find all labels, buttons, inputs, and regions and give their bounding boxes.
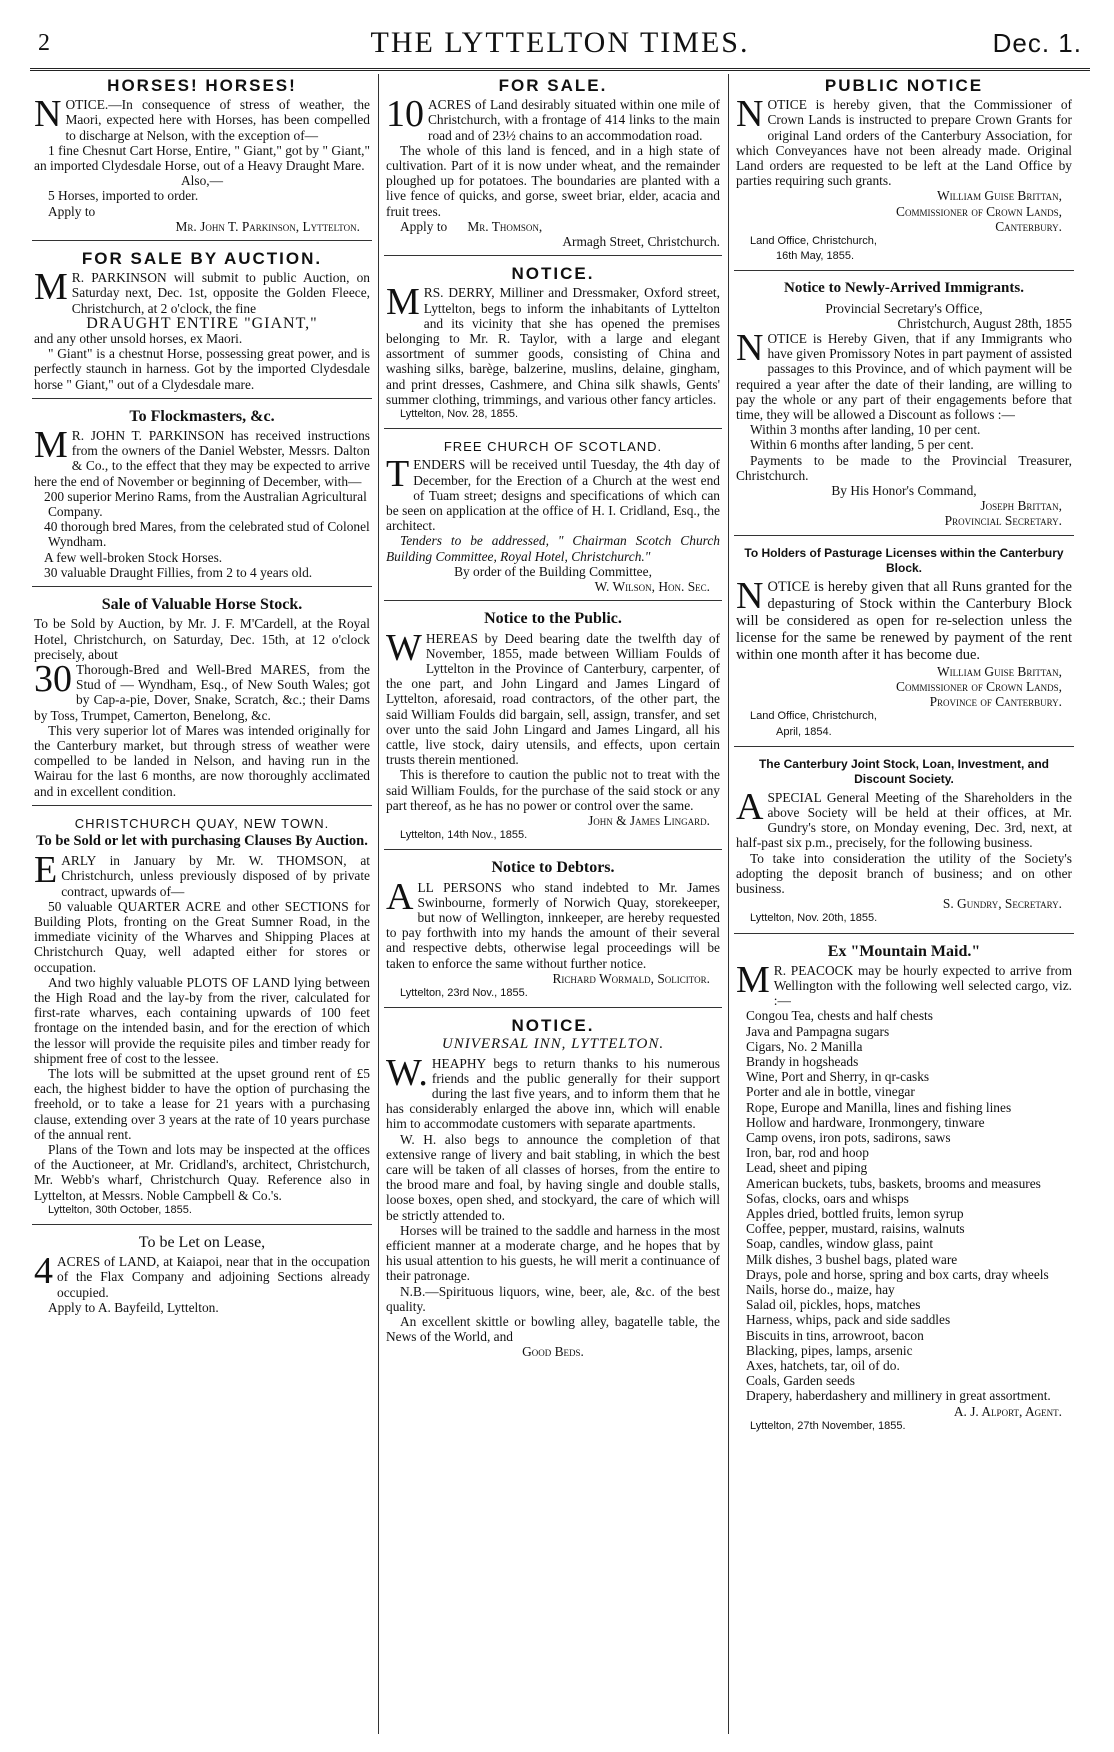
ad-heading: FOR SALE. xyxy=(498,76,608,95)
ad-body: W. H. also begs to announce the completion of that extensive range of livery and bait stabling, in which the best care will be taken of all classes of horses, from the entire to the brood mare and foal, by having single and double stalls, loose boxes, open shed, and stockyard, the care of which will be strictly attended to. xyxy=(386,1131,720,1223)
ad-heading: Notice to Debtors. xyxy=(491,859,615,877)
ad-body: ENDERS will be received until Tuesday, the 4th day of December, for the Erection of a Church at the west end of Tuam street; designs and specifications of which can be seen on application at the office of H. I. Cridland, Esq., the architect. xyxy=(386,457,720,534)
drop-cap: 4 xyxy=(34,1250,53,1293)
list-item: Hollow and hardware, Ironmongery, tinware xyxy=(746,1114,985,1130)
ad-body: LL PERSONS who stand indebted to Mr. James Swinbourne, formerly of Norwich Quay, storekeeper, but now of Wellington, innkeeper, are hereby requested to pay forthwith into my hands the amount of their several and respective debts, otherwise legal proceedings will be taken to enforce the same without further notice. xyxy=(386,879,720,971)
ad-body: N.B.—Spirituous liquors, wine, beer, ale, &c. of the best quality. xyxy=(386,1283,720,1314)
ad-flockmasters xyxy=(32,405,372,587)
ad-signature: Provincial Secretary. xyxy=(944,513,1062,529)
list-item: A few well-broken Stock Horses. xyxy=(44,549,223,565)
drop-cap: T xyxy=(386,453,410,496)
ad-signature: Canterbury. xyxy=(995,218,1062,234)
ad-text: Also,— xyxy=(180,173,224,189)
drop-cap: N xyxy=(34,93,62,136)
ad-heading: To Flockmasters, &c. xyxy=(129,407,275,425)
ad-joint-stock xyxy=(734,753,1074,934)
ad-date: Lyttelton, 23rd Nov., 1855. xyxy=(400,986,528,999)
ad-date: Lyttelton, 30th October, 1855. xyxy=(48,1203,192,1216)
ad-heading: NOTICE. xyxy=(511,1016,595,1036)
ad-body: Tenders to be addressed, " Chairman Scotch Church Building Committee, Royal Hotel, Christchurch." xyxy=(386,533,720,564)
ad-signature: Province of Canterbury. xyxy=(929,694,1062,710)
ad-quay xyxy=(32,812,372,1225)
ad-heading: CHRISTCHURCH QUAY, NEW TOWN. xyxy=(74,815,330,831)
ad-body: 50 valuable QUARTER ACRE and other SECTIONS for Building Plots, fronting on the Great Sumner Road, in the immediate vicinity of the Wharves and Shipping Places at Christchurch Quay, well adapted either for stores or occupation. xyxy=(34,898,370,975)
ad-body: OTICE is hereby given, that the Commissioner of Crown Lands is instructed to prepare Crown Grants for original Land orders of the Canterbury Association, for which Conveyances have not been already made. Original Land orders are requested to be left at the Land Office by parties requiring such grants. xyxy=(736,97,1072,189)
ad-subheading: UNIVERSAL INN, LYTTELTON. xyxy=(441,1036,665,1053)
ad-signature: William Guise Brittan, xyxy=(936,188,1062,204)
ad-body: Horses will be trained to the saddle and harness in the most efficient manner at a moderate charge, and he hopes that by his usual attention to his guests, he will merit a continuance of their patronage. xyxy=(386,1222,720,1284)
ad-body: OTICE.—In consequence of stress of weather, the Maori, expected here with Horses, has been compelled to discharge at Nelson, with the exception of— xyxy=(65,97,370,143)
discount-line: Within 6 months after landing, 5 per cent. xyxy=(750,437,974,453)
list-item: Rope, Europe and Manilla, lines and fishing lines xyxy=(746,1099,1012,1115)
list-item: Lead, sheet and piping xyxy=(746,1160,868,1176)
list-item: Drays, pole and horse, spring and box carts, dray wheels xyxy=(746,1266,1049,1282)
ad-date: Lyttelton, 14th Nov., 1855. xyxy=(400,829,528,842)
ad-body: ARLY in January by Mr. W. THOMSON, at Christchurch, unless previously disposed of by private contract, upwards of— xyxy=(61,853,370,899)
ad-body: Payments to be made to the Provincial Treasurer, Christchurch. xyxy=(736,452,1072,483)
masthead xyxy=(30,24,1090,71)
ad-body: OTICE is hereby given that all Runs granted for the depasturing of Stock within the Canterbury Block will be considered as open for re-selection unless the license for the same be renewed by payment of the rent within one month after it has become due. xyxy=(736,578,1072,663)
ad-contact: Mr. Thomson, xyxy=(467,218,543,234)
ad-heading: NOTICE. xyxy=(511,264,595,284)
list-item: Brandy in hogsheads xyxy=(746,1053,859,1069)
drop-cap: 10 xyxy=(386,93,424,136)
list-item: Wine, Port and Sherry, in qr-casks xyxy=(746,1069,930,1085)
drop-cap: A xyxy=(386,875,414,918)
ad-apply: Apply to xyxy=(48,203,96,219)
ad-immigrants xyxy=(734,277,1074,535)
list-item: Soap, candles, window glass, paint xyxy=(746,1236,934,1252)
ad-date: Lyttelton, Nov. 28, 1855. xyxy=(400,408,519,421)
ad-heading: PUBLIC NOTICE xyxy=(824,76,984,95)
drop-cap: E xyxy=(34,849,58,892)
ad-signature: W. Wilson, Hon. Sec. xyxy=(594,579,710,595)
column-3 xyxy=(734,74,1074,1734)
list-item: Blacking, pipes, lamps, arsenic xyxy=(746,1342,913,1358)
drop-cap: N xyxy=(736,574,764,617)
ad-apply: Apply to A. Bayfeild, Lyttelton. xyxy=(48,1299,219,1315)
drop-cap: N xyxy=(736,93,764,136)
ad-lease xyxy=(32,1231,372,1321)
ad-body: OTICE is Hereby Given, that if any Immigrants who have given Promissory Notes in part payment of assisted passages to this Province, and of which payment will be required a year after the date of their landing, are willing to pay the whole or any part of their engagements before that time, they will be allowed a Discount as follows :— xyxy=(736,331,1072,423)
ad-signature: Commissioner of Crown Lands, xyxy=(896,678,1062,694)
ad-body: HEREAS by Deed bearing date the twelfth day of November, 1855, made between William Foulds of Lyttelton in the Province of Canterbury, carpenter, of the one part, and John Lingard and James Lingard of Lyttelton, aforesaid, road contractors, of the other part, the said William Foulds did bargain, sell, assign, transfer, and set over unto the said John Lingard and James Lingard, all his cattle, live stock, dairy utensils, and effects, upon certain trusts therein mentioned. xyxy=(386,630,720,768)
list-item: Cigars, No. 2 Manilla xyxy=(746,1038,863,1054)
ad-heading: Notice to the Public. xyxy=(484,610,622,628)
list-item: Drapery, haberdashery and millinery in great assortment. xyxy=(746,1388,1051,1404)
ad-signature: S. Gundry, Secretary. xyxy=(942,896,1062,912)
column-2 xyxy=(384,74,722,1734)
issue-date: Dec. 1. xyxy=(992,28,1082,58)
list-item: Coals, Garden seeds xyxy=(746,1373,855,1389)
ad-body: ACRES of Land desirably situated within one mile of Christchurch, with a frontage of 414 links to the main road and of 23½ chains to an accommodation road. xyxy=(428,97,720,143)
discount-line: Within 3 months after landing, 10 per cent. xyxy=(750,422,981,438)
ad-horse-stock xyxy=(32,593,372,806)
ad-signature: Richard Wormald, Solicitor. xyxy=(552,970,710,986)
ad-address: Armagh Street, Christchurch. xyxy=(562,234,720,250)
list-item: Axes, hatchets, tar, oil of do. xyxy=(746,1358,900,1374)
ad-signature: Mr. John T. Parkinson, Lyttelton. xyxy=(175,218,360,234)
ad-body: And two highly valuable PLOTS OF LAND lying between the High Road and the lay-by from the river, calculated for first-rate wharves, each containing upwards of 100 feet frontage on the intended basin, and for the erection of which the lessor will provide the requisite piles and timber ready for shipment free of cost to the lessee. xyxy=(34,974,370,1066)
ad-body: R. JOHN T. PARKINSON has received instructions from the owners of the Daniel Webster, Messrs. Dalton & Co., to the effect that they may be expected to arrive here the end of November or beginning of December, with— xyxy=(34,428,370,489)
drop-cap: M xyxy=(34,424,68,467)
ad-heading: FOR SALE BY AUCTION. xyxy=(81,249,323,269)
list-item: Congou Tea, chests and half chests xyxy=(746,1008,933,1024)
ad-body: To take into consideration the utility of the Society's adopting the deposit branch of business; and on other business. xyxy=(736,850,1072,896)
ad-body: RS. DERRY, Milliner and Dressmaker, Oxford street, Lyttelton, begs to inform the inhabitants of Lyttelton and its vicinity that she has opened the premises belonging to Mr. R. Taylor, with a large and elegant assortment of summer goods, consisting of China and washing silks, barège, balzerine, muslins, delaine, gingham, and print dresses, Cashmere, and China silk shawls, Gents' summer clothing, trimmings, and various other fancy articles. xyxy=(386,285,720,407)
list-item: Camp ovens, iron pots, sadirons, saws xyxy=(746,1129,951,1145)
ad-signature: Commissioner of Crown Lands, xyxy=(896,203,1062,219)
ad-heading: FREE CHURCH OF SCOTLAND. xyxy=(443,439,663,455)
ad-notice-public xyxy=(384,607,722,850)
ad-date: Lyttelton, 27th November, 1855. xyxy=(750,1419,906,1432)
list-item: Salad oil, pickles, hops, matches xyxy=(746,1297,921,1313)
ad-body: To be Sold by Auction, by Mr. J. F. M'Cardell, at the Royal Hotel, Christchurch, on Saturday, Dec. 15th, at 12 o'clock precisely, about xyxy=(34,616,370,662)
ad-body: This very superior lot of Mares was intended originally for the Canterbury market, but through stress of weather were compelled to be landed in Nelson, and having run in the Wairau for the last 6 months, are now thoroughly acclimated and in excellent condition. xyxy=(34,722,370,799)
ad-heading: To Holders of Pasturage Licenses within the Canterbury Block. xyxy=(744,545,1064,575)
ad-body: SPECIAL General Meeting of the Shareholders in the above Society will be held at their offices, at Mr. Gundry's store, on Monday evening, Dec. 3rd, next, at half-past six p.m., precisely, for the following business. xyxy=(736,789,1072,851)
list-item: Apples dried, bottled fruits, lemon syrup xyxy=(746,1205,964,1221)
ad-date: 16th May, 1855. xyxy=(776,250,855,263)
list-item: 40 thorough bred Mares, from the celebrated stud of Colonel Wyndham. xyxy=(44,519,370,550)
drop-cap: M xyxy=(34,266,68,309)
drop-cap: W. xyxy=(386,1051,428,1094)
ad-office: Christchurch, August 28th, 1855 xyxy=(897,315,1072,331)
ad-body: " Giant" is a chestnut Horse, possessing great power, and is perfectly staunch in harness. Got by the imported Clydesdale horse " Giant," out of a Clydesdale mare. xyxy=(34,346,370,392)
ad-date: Land Office, Christchurch, xyxy=(750,710,877,723)
ad-body: This is therefore to caution the public not to treat with the said William Foulds, for the purchase of the said stock or any part thereof, as he has no power or control over the same. xyxy=(386,767,720,813)
list-item: Iron, bar, rod and hoop xyxy=(746,1145,869,1161)
ad-body: The whole of this land is fenced, and in a high state of cultivation. Part of it is now under wheat, and the remainder ploughed up for potatoes. The boundaries are planted with a live fence of quicks, and gorse, sweet briar, elder, acacia and fruit trees. xyxy=(386,142,720,219)
ad-subheading: To be Sold or let with purchasing Clauses By Auction. xyxy=(36,832,368,849)
ad-office: Provincial Secretary's Office, xyxy=(825,300,983,316)
ad-debtors xyxy=(384,856,722,1008)
ad-signature: Joseph Brittan, xyxy=(980,498,1062,514)
ad-body: Thorough-Bred and Well-Bred MARES, from the Stud of — Wyndham, Esq., of New South Wales; got by Cap-a-pie, Dover, Snake, Scratch, &c.; their Dams by Toss, Trumpet, Camerton, Benelong, &c. xyxy=(34,661,370,723)
ad-apply: Apply to xyxy=(400,218,448,234)
list-item: 200 superior Merino Rams, from the Australian Agricultural Company. xyxy=(44,488,367,520)
ad-body: and any other unsold horses, ex Maori. xyxy=(34,331,243,347)
ad-public-notice xyxy=(734,74,1074,271)
ad-item: 5 Horses, imported to order. xyxy=(48,188,199,204)
ad-feature: DRAUGHT ENTIRE "GIANT," xyxy=(86,314,318,332)
ad-heading: To be Let on Lease, xyxy=(138,1234,266,1252)
ad-date: Lyttelton, Nov. 20th, 1855. xyxy=(750,912,878,925)
cargo-list xyxy=(736,1008,1072,1403)
stock-list xyxy=(34,489,370,580)
ad-item: 1 fine Chesnut Cart Horse, Entire, " Giant," got by " Giant," an imported Clydesdale Horse, out of a Heavy Draught Mare. xyxy=(34,142,370,174)
ad-horses xyxy=(32,74,372,241)
column-rule xyxy=(378,74,379,1734)
ad-body: ACRES of LAND, at Kaiapoi, near that in the occupation of the Flax Company and adjoining Sections already occupied. xyxy=(57,1254,370,1300)
list-item: Sofas, clocks, oars and whisps xyxy=(746,1190,909,1206)
drop-cap: M xyxy=(386,281,420,324)
ad-pasturage xyxy=(734,542,1074,747)
list-item: American buckets, tubs, baskets, brooms and measures xyxy=(746,1175,1041,1191)
ad-body: HEAPHY begs to return thanks to his numerous friends and the public generally for their support during the last five years, and to inform them that he has considerably enlarged the above inn, which will enable him to accommodate customers with separate apartments. xyxy=(386,1055,720,1132)
ad-heading: Sale of Valuable Horse Stock. xyxy=(101,596,303,614)
ad-closing: Good Beds. xyxy=(522,1344,584,1360)
ad-for-sale xyxy=(384,74,722,256)
list-item: Java and Pampagna sugars xyxy=(746,1023,890,1039)
ad-body: The lots will be submitted at the upset ground rent of £5 each, the highest bidder to have the option of purchasing the freehold, or to take a lease for 21 years with a purchasing clause, extending over 3 years at the rate of 10 years purchase of the annual rent. xyxy=(34,1065,370,1142)
list-item: Milk dishes, 3 bushel bags, plated ware xyxy=(746,1251,958,1267)
ad-signature: A. J. Alport, Agent. xyxy=(953,1403,1062,1419)
ad-mountain-maid xyxy=(734,940,1074,1441)
ad-signature: William Guise Brittan, xyxy=(936,663,1062,679)
ad-heading: The Canterbury Joint Stock, Loan, Investment, and Discount Society. xyxy=(758,756,1050,786)
ad-universal-inn xyxy=(384,1014,722,1365)
column-rule xyxy=(728,74,729,1734)
drop-cap: 30 xyxy=(34,657,72,700)
ad-body: R. PARKINSON will submit to public Auction, on Saturday next, Dec. 1st, opposite the Golden Fleece, Christchurch, at 2 o'clock, the fine xyxy=(71,270,370,316)
drop-cap: A xyxy=(736,785,764,828)
ad-order: By order of the Building Committee, xyxy=(454,563,652,579)
page-number: 2 xyxy=(38,30,50,56)
list-item: Porter and ale in bottle, vinegar xyxy=(746,1084,915,1100)
ad-heading: Notice to Newly-Arrived Immigrants. xyxy=(784,280,1024,297)
list-item: Biscuits in tins, arrowroot, bacon xyxy=(746,1327,924,1343)
ad-heading: Ex "Mountain Maid." xyxy=(827,942,981,960)
column-1 xyxy=(32,74,372,1734)
ad-body: Plans of the Town and lots may be inspected at the offices of the Auctioneer, at Mr. Cridland's, architect, Christchurch, Mr. Webb's wharf, Christchurch Quay. Reference also in Lyttelton, at Messrs. Noble Campbell & Co.'s. xyxy=(34,1142,370,1203)
ad-body: R. PEACOCK may be hourly expected to arrive from Wellington with the following well selected cargo, viz. :— xyxy=(773,962,1072,1009)
list-item: Nails, horse do., maize, hay xyxy=(746,1282,895,1297)
ad-order: By His Honor's Command, xyxy=(831,483,977,499)
ad-signature: John & James Lingard. xyxy=(588,812,710,828)
ad-auction xyxy=(32,247,372,399)
drop-cap: M xyxy=(736,958,770,1001)
ad-date: April, 1854. xyxy=(776,725,832,738)
list-item: Coffee, pepper, mustard, raisins, walnuts xyxy=(746,1221,965,1237)
ad-date: Land Office, Christchurch, xyxy=(750,235,877,248)
drop-cap: W xyxy=(386,626,422,669)
ad-free-church xyxy=(384,435,722,601)
drop-cap: N xyxy=(736,327,764,370)
ad-heading: HORSES! HORSES! xyxy=(107,76,297,95)
newspaper-title: THE LYTTELTON TIMES. xyxy=(370,26,750,59)
list-item: Harness, whips, pack and side saddles xyxy=(746,1312,951,1328)
list-item: 30 valuable Draught Fillies, from 2 to 4 years old. xyxy=(44,564,313,580)
ad-derry xyxy=(384,262,722,429)
ad-body: An excellent skittle or bowling alley, bagatelle table, the News of the World, and xyxy=(386,1314,720,1345)
